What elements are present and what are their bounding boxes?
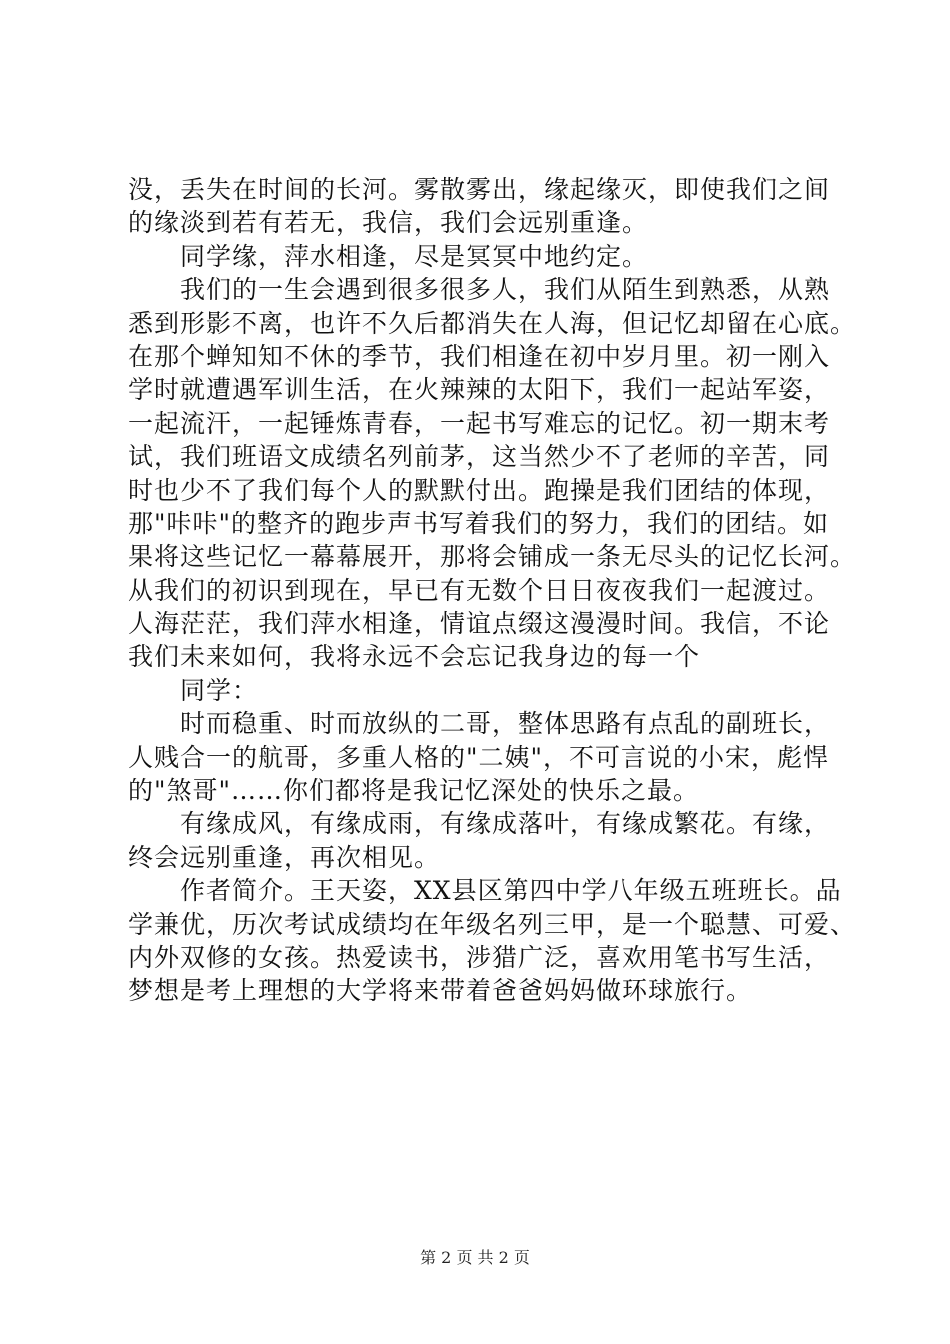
text-line: 没，丢失在时间的长河。雾散雾出，缘起缘灭，即使我们之间 <box>128 175 831 204</box>
paragraph-start-line: 时而稳重、时而放纵的二哥，整体思路有点乱的副班长， <box>180 709 831 739</box>
text-line: 学兼优，历次考试成绩均在年级名列三甲，是一个聪慧、可爱、 <box>128 909 857 939</box>
text-line: 时也少不了我们每个人的默默付出。跑操是我们团结的体现， <box>128 475 831 505</box>
text-line: 的缘淡到若有若无，我信，我们会远别重逢。 <box>128 208 649 238</box>
paragraph-start-line: 同学缘，萍水相逢，尽是冥冥中地约定。 <box>180 241 649 271</box>
text-line: 果将这些记忆一幕幕展开，那将会铺成一条无尽头的记忆长河。 <box>128 542 857 572</box>
text-line: 我们未来如何，我将永远不会忘记我身边的每一个 <box>128 642 701 672</box>
text-line: 人贱合一的航哥，多重人格的"二姨"，不可言说的小宋，彪悍 <box>128 742 830 772</box>
page-number-footer: 第 2 页 共 2 页 <box>420 1248 530 1267</box>
document-body <box>128 173 857 1008</box>
paragraph-start-line: 同学： <box>180 675 259 705</box>
text-line: 终会远别重逢，再次相见。 <box>128 842 441 872</box>
text-line: 试，我们班语文成绩名列前茅，这当然少不了老师的辛苦，同 <box>128 442 831 472</box>
text-line: 梦想是考上理想的大学将来带着爸爸妈妈做环球旅行。 <box>128 976 753 1006</box>
text-line: 内外双修的女孩。热爱读书，涉猎广泛，喜欢用笔书写生活， <box>128 942 831 972</box>
text-line: 人海茫茫，我们萍水相逢，情谊点缀这漫漫时间。我信，不论 <box>128 609 831 639</box>
text-line: 那"咔咔"的整齐的跑步声书写着我们的努力，我们的团结。如 <box>128 508 830 538</box>
text-line: 的"煞哥"……你们都将是我记忆深处的快乐之最。 <box>128 776 699 806</box>
text-line: 从我们的初识到现在，早已有无数个日日夜夜我们一起渡过。 <box>128 575 831 605</box>
paragraph-start-line: 作者简介。王天姿，XX县区第四中学八年级五班班长。品 <box>180 876 842 906</box>
paragraph-start-line: 我们的一生会遇到很多很多人，我们从陌生到熟悉，从熟 <box>180 275 831 305</box>
text-line: 悉到形影不离，也许不久后都消失在人海，但记忆却留在心底。 <box>128 308 857 338</box>
text-line: 在那个蝉知知不休的季节，我们相逢在初中岁月里。初一刚入 <box>128 341 831 371</box>
text-line: 一起流汗，一起锤炼青春，一起书写难忘的记忆。初一期末考 <box>128 408 831 438</box>
paragraph-start-line: 有缘成风，有缘成雨，有缘成落叶，有缘成繁花。有缘， <box>180 809 831 839</box>
text-line: 学时就遭遇军训生活，在火辣辣的太阳下，我们一起站军姿， <box>128 375 831 405</box>
